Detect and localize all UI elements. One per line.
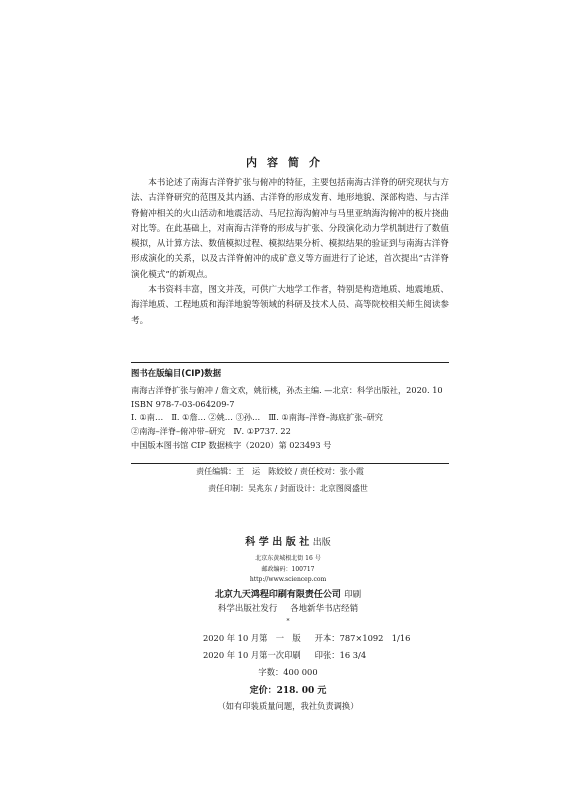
printing-date: 2020 年 10 月第一次印刷 xyxy=(203,650,301,660)
publisher-address: 北京东黄城根北街 16 号 xyxy=(255,555,321,562)
printer-suffix: 印刷 xyxy=(344,590,362,600)
publisher-name: 科 学 出 版 社 xyxy=(245,537,310,548)
printer-name: 北京九天鸿程印刷有限责任公司 xyxy=(214,590,341,600)
price: 定价：218. 00 元 xyxy=(249,686,327,696)
credits-production: 责任印制：吴兆东 / 封面设计：北京图阅盛世 xyxy=(208,484,368,493)
cip-line-title: 南海古洋脊扩张与俯冲 / 詹文欢，姚衍桃，孙杰主编. —北京：科学出版社，2020. 10 xyxy=(131,385,443,395)
cip-line-number: 中国版本图书馆 CIP 数据核字（2020）第 023493 号 xyxy=(131,439,332,450)
edition-format: 开本：787×1092 1/16 xyxy=(314,633,411,643)
page-heading: 内容简介 xyxy=(246,156,330,169)
summary-paragraph-2: 本书资料丰富，图文并茂，可供广大地学工作者，特别是构造地质、地震地质、海洋地质、工程地质和海洋地貌等领域的科研及技术人员、高等院校相关师生阅读参考。 xyxy=(131,285,449,326)
cip-line-classification-1: Ⅰ. ①南… Ⅱ. ①詹… ②姚… ③孙… Ⅲ. ①南海–洋脊–海底扩张–研究 xyxy=(131,412,383,423)
distribution-publisher: 科学出版社发行 xyxy=(217,604,278,614)
cip-line-classification-2: ②南海–洋脊–俯冲带–研究 Ⅳ. ①P737. 22 xyxy=(131,426,291,437)
distribution-retailer: 各地新华书店经销 xyxy=(290,604,359,614)
printed-sheets: 印张：16 3/4 xyxy=(314,650,367,660)
printer-line xyxy=(0,587,576,600)
separator-star: * xyxy=(286,618,290,625)
publisher-url: http://www.sciencep.com xyxy=(249,576,327,583)
word-count: 字数：400 000 xyxy=(258,667,318,677)
quality-notice: （如有印装质量问题，我社负责调换） xyxy=(217,701,359,711)
edition-line-2 xyxy=(203,649,366,661)
edition-date: 2020 年 10 月第 一 版 xyxy=(203,633,301,643)
credits-editors: 责任编辑：王 运 陈姣姣 / 责任校对：张小霞 xyxy=(196,467,364,476)
publisher-line xyxy=(0,533,576,548)
publisher-postcode: 邮政编码：100717 xyxy=(261,566,315,573)
cip-header: 图书在版编目(CIP)数据 xyxy=(131,368,222,378)
summary-paragraph-1: 本书论述了南海古洋脊扩张与俯冲的特征，主要包括南海古洋脊的研究现状与方法、古洋脊研究的范围及其内涵、古洋脊的形成发育、地形地貌、深部构造、与古洋脊俯冲相关的火山活动和地震活动、马尼拉海沟俯冲与马里亚纳海沟俯冲的板片挠曲对比等。在此基础上，对南海古洋脊的形成与扩张、分段演化动力学机制进行了数值模拟，从计算方法、数值模拟过程、模拟结果分析、模拟结果的验证到与南海古洋脊形成演化的关系，以及古洋脊俯冲的成矿意义等方面进行了论述，首次提出“古洋脊演化模式”的新观点。 xyxy=(131,178,449,280)
summary-section xyxy=(131,176,449,329)
cip-data xyxy=(131,384,449,453)
edition-line-1 xyxy=(203,632,410,644)
cip-line-isbn: ISBN 978-7-03-064209-7 xyxy=(131,398,235,409)
publisher-suffix: 出版 xyxy=(312,538,331,548)
distribution-line xyxy=(0,602,576,614)
